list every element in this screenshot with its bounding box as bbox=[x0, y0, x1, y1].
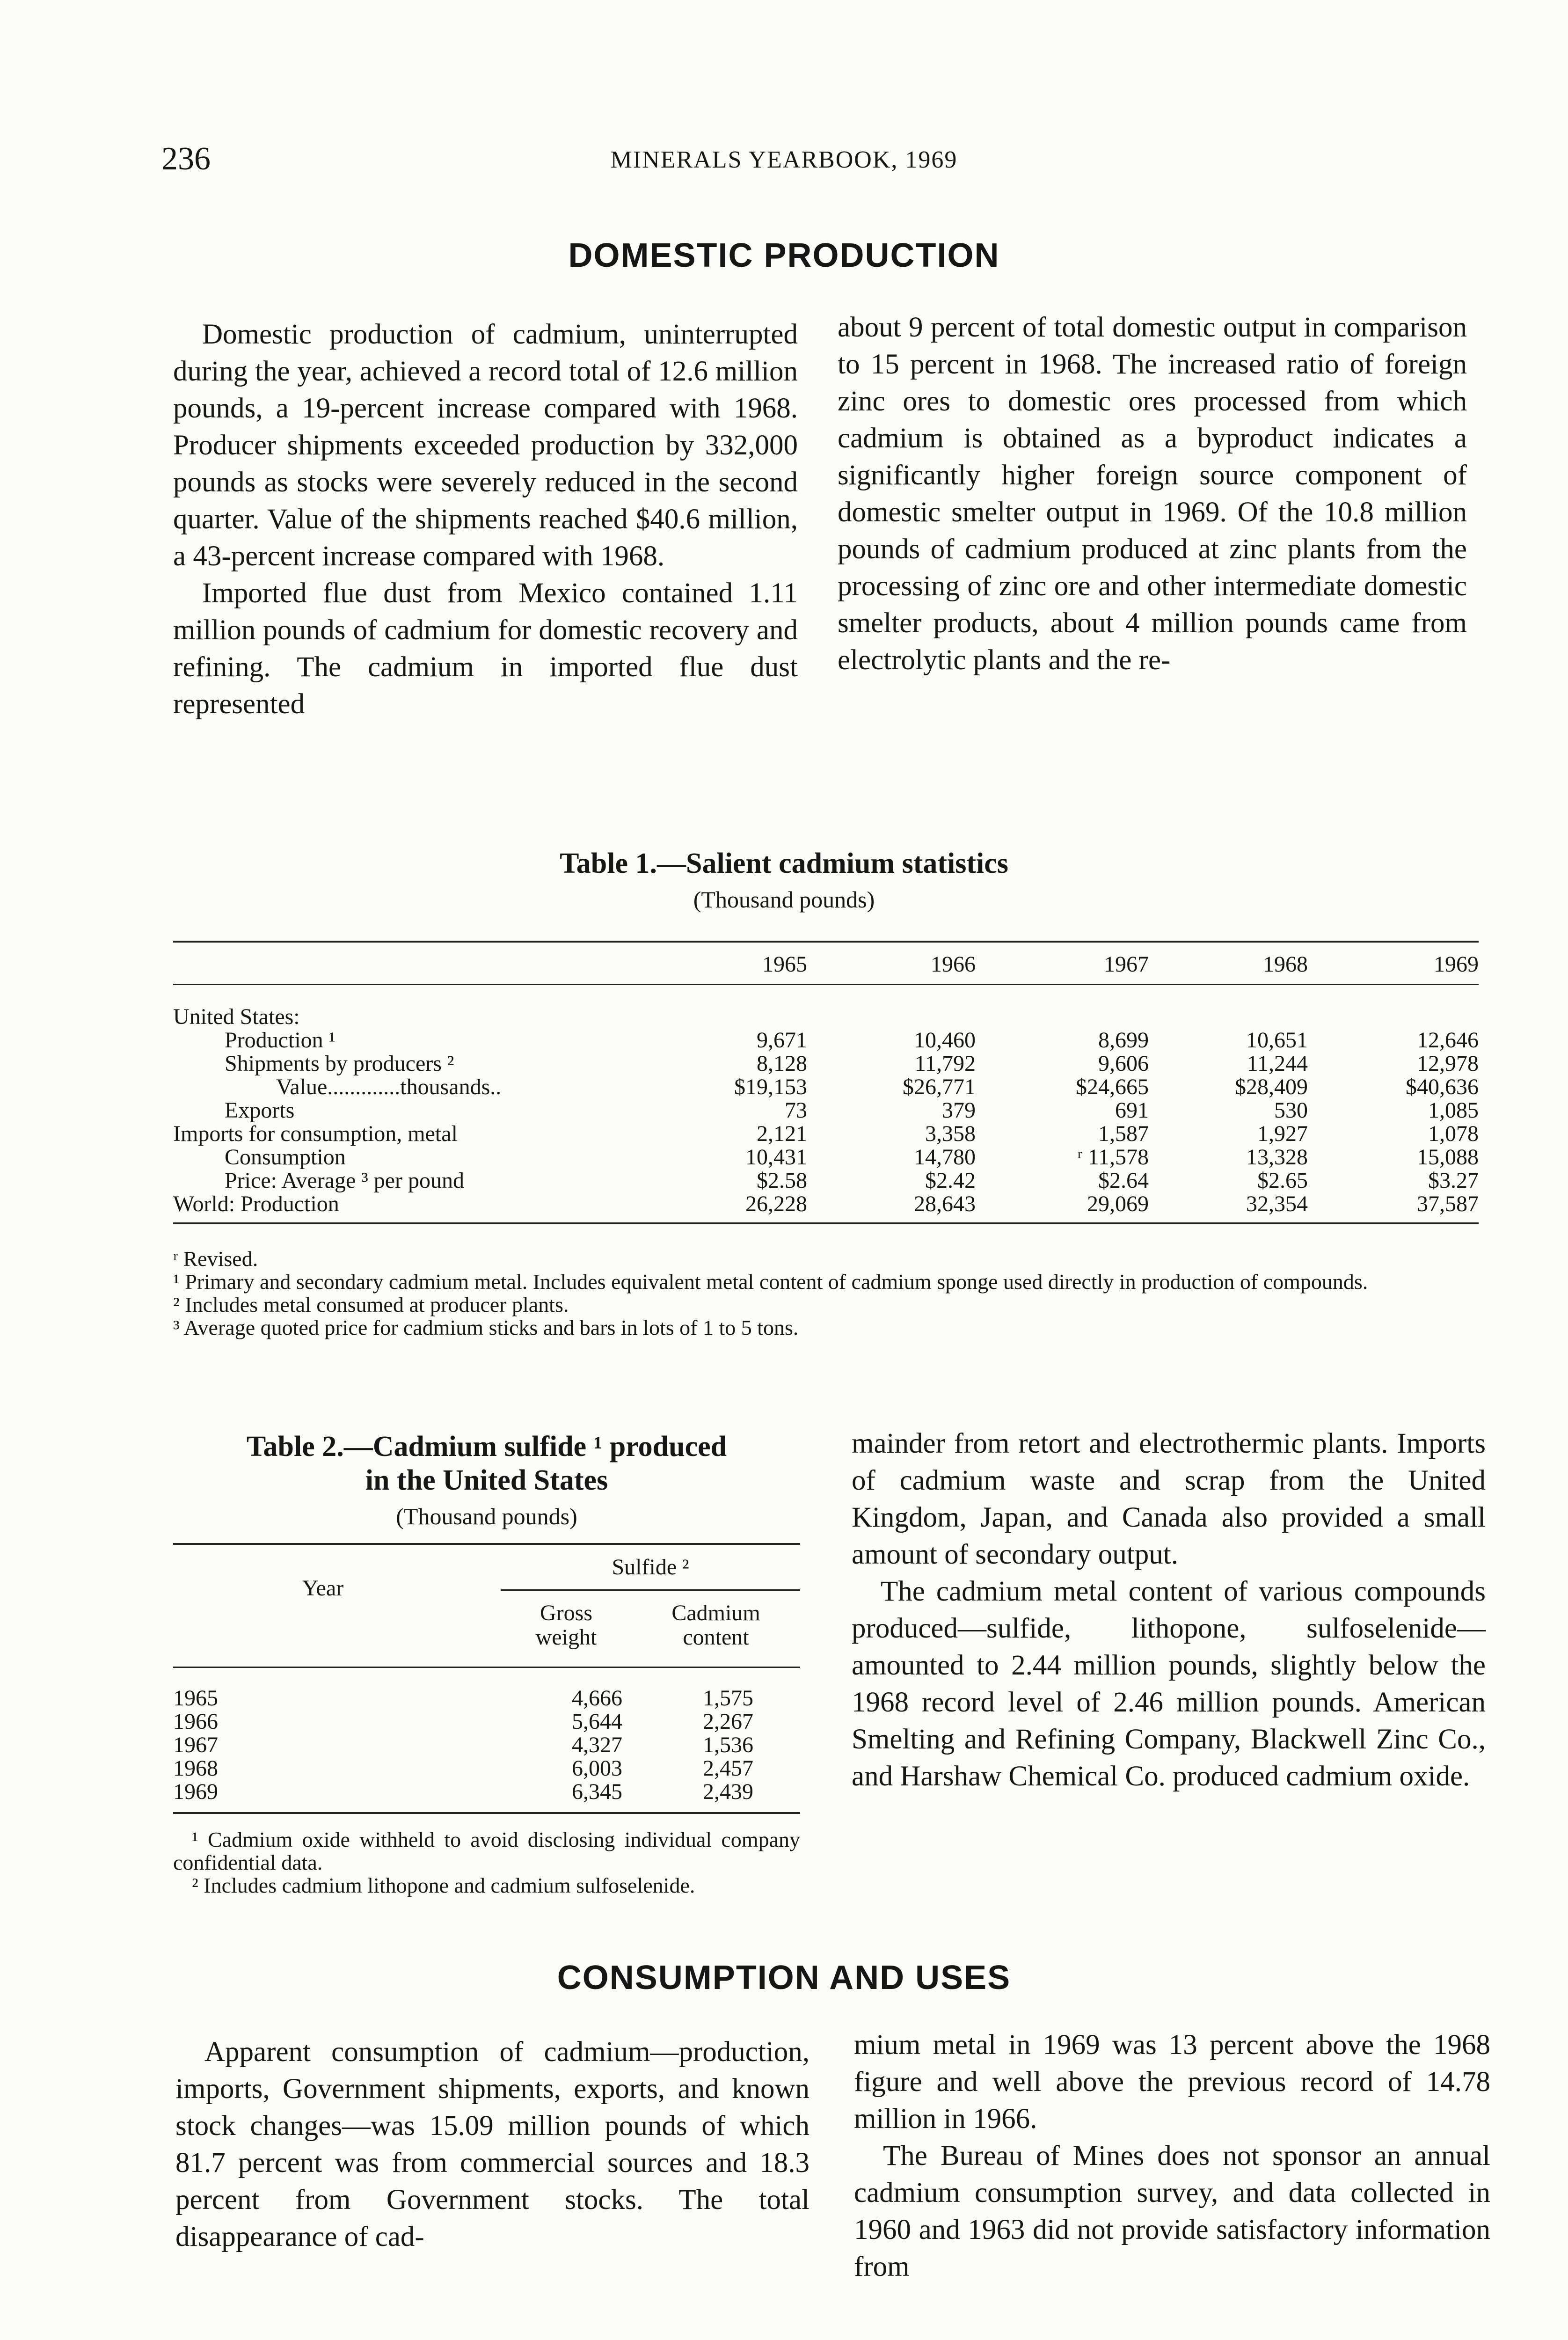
table2-gross: 5,644 bbox=[572, 1709, 622, 1734]
table1-cell: $28,409 bbox=[1235, 1074, 1308, 1099]
table2-grid bbox=[173, 1687, 800, 1804]
domestic-left-column bbox=[173, 316, 798, 723]
table2-cadmium: 2,267 bbox=[703, 1709, 753, 1734]
table1-cell: ʳ 11,578 bbox=[1077, 1144, 1149, 1170]
table2-cadmium: 1,575 bbox=[703, 1686, 753, 1711]
table1-header-row bbox=[173, 943, 1479, 985]
table2-subtitle: (Thousand pounds) bbox=[396, 1503, 577, 1529]
table-row bbox=[173, 1029, 1479, 1052]
table1-footnote: ʳ Revised. bbox=[173, 1247, 258, 1271]
table2-col-year: Year bbox=[302, 1576, 344, 1601]
table1-cell bbox=[807, 1005, 976, 1029]
table1-row-label: Value.............thousands.. bbox=[276, 1074, 502, 1099]
table1-year-header: 1966 bbox=[931, 952, 976, 977]
table1-cell: 1,927 bbox=[1257, 1121, 1308, 1146]
table2-header-rule bbox=[173, 1667, 800, 1668]
table1-row-label: Shipments by producers ² bbox=[225, 1051, 454, 1076]
table-row bbox=[173, 1122, 1479, 1146]
table-row bbox=[173, 1075, 1479, 1099]
table1-year-header: 1969 bbox=[1434, 952, 1479, 977]
table1-cell: 1,587 bbox=[1098, 1121, 1149, 1146]
consumption-heading: CONSUMPTION AND USES bbox=[557, 1959, 1011, 1996]
table2-bottom-rule bbox=[173, 1812, 800, 1814]
table1-footnote: ³ Average quoted price for cadmium sticks and bars in lots of 1 to 5 tons. bbox=[173, 1316, 799, 1339]
table1-row-label: Price: Average ³ per pound bbox=[225, 1168, 464, 1193]
domestic-left-paragraph-1: Domestic production of cadmium, uninterrupted during the year, achieved a record total of 12.6 million pounds, a 19-percent increase compared with 1968. Producer shipments exceeded production by 332,000 pounds as stocks were severely reduced in the second quarter. Value of the shipments reached $40.6 million, a 43-percent increase compared with 1968. bbox=[173, 319, 798, 572]
table2-year: 1966 bbox=[173, 1709, 218, 1734]
table1-cell: 37,587 bbox=[1417, 1191, 1479, 1216]
table1-title: Table 1.—Salient cadmium statistics bbox=[560, 848, 1008, 879]
table1-cell: 29,069 bbox=[1087, 1191, 1149, 1216]
table1-cell bbox=[1308, 1005, 1479, 1029]
table1-cell: 9,606 bbox=[1098, 1051, 1149, 1076]
table2-cadmium: 1,536 bbox=[703, 1733, 753, 1757]
table1-cell: 2,121 bbox=[757, 1121, 807, 1146]
table1-cell: 10,431 bbox=[745, 1144, 807, 1170]
table1-footnote: ² Includes metal consumed at producer plants. bbox=[173, 1293, 569, 1316]
table1-cell: 1,078 bbox=[1428, 1121, 1479, 1146]
table1-cell bbox=[976, 1005, 1149, 1029]
table1-cell: 28,643 bbox=[914, 1191, 976, 1216]
table1-cell: 1,085 bbox=[1428, 1097, 1479, 1123]
table-row bbox=[173, 1780, 800, 1804]
table2-group-rule bbox=[501, 1589, 800, 1591]
table1-cell: 8,699 bbox=[1098, 1027, 1149, 1053]
table1-cell: $40,636 bbox=[1406, 1074, 1479, 1099]
mid-right-paragraph-2: The cadmium metal content of various compounds produced—sulfide, lithopone, sulfoselenide—amounted to 2.44 million pounds, slightly below the 1968 record level of 2.46 million pounds. American Smelting and Refining Company, Blackwell Zinc Co., and Harshaw Chemical Co. produced cadmium oxide. bbox=[852, 1576, 1486, 1792]
table1-year-header: 1965 bbox=[762, 952, 807, 977]
running-header: MINERALS YEARBOOK, 1969 bbox=[610, 146, 958, 173]
table1-cell: $2.65 bbox=[1257, 1168, 1308, 1193]
table-row bbox=[173, 1169, 1479, 1192]
table1-grid bbox=[173, 943, 1479, 1216]
table2-title-line2: in the United States bbox=[365, 1464, 608, 1496]
table2-header bbox=[173, 1545, 800, 1667]
table1-cell bbox=[1149, 1005, 1308, 1029]
table2-gross: 6,345 bbox=[572, 1779, 622, 1804]
table1-row-label: United States: bbox=[173, 1004, 300, 1029]
table2-gross: 6,003 bbox=[572, 1756, 622, 1781]
table-row bbox=[173, 1687, 800, 1710]
table1-cell: 379 bbox=[942, 1097, 976, 1123]
table2-title-line1: Table 2.—Cadmium sulfide ¹ produced bbox=[246, 1431, 727, 1462]
table1-cell: 530 bbox=[1274, 1097, 1308, 1123]
table1-year-header: 1967 bbox=[1104, 952, 1149, 977]
table2-cadmium: 2,457 bbox=[703, 1756, 753, 1781]
table1-cell: 12,978 bbox=[1417, 1051, 1479, 1076]
table1-row-label: Consumption bbox=[225, 1144, 346, 1170]
table2-gross: 4,327 bbox=[572, 1733, 622, 1757]
page-number: 236 bbox=[161, 141, 211, 177]
table1-cell: 10,651 bbox=[1246, 1027, 1308, 1053]
table1-year-header: 1968 bbox=[1263, 952, 1308, 977]
table1-cell: 11,792 bbox=[914, 1051, 976, 1076]
consumption-right-column bbox=[854, 2026, 1490, 2285]
table1-cell: $26,771 bbox=[903, 1074, 976, 1099]
table1-cell bbox=[667, 1005, 807, 1029]
table-row bbox=[173, 1710, 800, 1733]
table2-col-group: Sulfide ² bbox=[612, 1555, 689, 1580]
table1-row-label: Exports bbox=[225, 1097, 295, 1123]
table1-cell: 14,780 bbox=[914, 1144, 976, 1170]
consumption-left-column bbox=[175, 2033, 810, 2255]
table1-cell: $3.27 bbox=[1428, 1168, 1479, 1193]
mid-right-paragraph-1: mainder from retort and electrothermic plants. Imports of cadmium waste and scrap from the United Kingdom, Japan, and Canada also provided a small amount of secondary output. bbox=[852, 1428, 1486, 1570]
table2-footnote: ¹ Cadmium oxide withheld to avoid disclosing individual company confidential data. bbox=[173, 1828, 800, 1874]
table1-row-label: World: Production bbox=[173, 1191, 339, 1216]
domestic-left-paragraph-2: Imported flue dust from Mexico contained 1.11 million pounds of cadmium for domestic recovery and refining. The cadmium in imported flue dust represented bbox=[173, 578, 798, 720]
table-row bbox=[173, 1005, 1479, 1029]
table2-title bbox=[173, 1430, 800, 1497]
table1-cell: 26,228 bbox=[745, 1191, 807, 1216]
domestic-right-paragraph-1: about 9 percent of total domestic output in comparison to 15 percent in 1968. The increased ratio of foreign zinc ores to domestic ores processed from which cadmium is obtained as a byproduct indicates a significantly higher foreign source component of domestic smelter output in 1969. Of the 10.8 million pounds of cadmium produced at zinc plants from the processing of zinc ore and other intermediate domestic smelter products, about 4 million pounds came from electrolytic plants and the re- bbox=[838, 312, 1467, 676]
table1-cell: $2.64 bbox=[1098, 1168, 1149, 1193]
mid-right-column bbox=[852, 1425, 1486, 1795]
table2-footnote: ² Includes cadmium lithopone and cadmium sulfoselenide. bbox=[192, 1873, 695, 1897]
table1-subtitle: (Thousand pounds) bbox=[693, 886, 875, 913]
table1-cell: 73 bbox=[785, 1097, 807, 1123]
table2-year: 1967 bbox=[173, 1733, 218, 1757]
table1-bottom-rule bbox=[173, 1222, 1479, 1224]
table-row bbox=[173, 1733, 800, 1757]
table2-year: 1965 bbox=[173, 1686, 218, 1711]
table1-cell: 12,646 bbox=[1417, 1027, 1479, 1053]
table-row bbox=[173, 1757, 800, 1780]
table-row bbox=[173, 1146, 1479, 1169]
table2-col-gross: Gross weight bbox=[535, 1601, 597, 1650]
table2 bbox=[173, 1430, 800, 1897]
table1-cell: 691 bbox=[1115, 1097, 1149, 1123]
table1-cell: $2.58 bbox=[757, 1168, 807, 1193]
table2-col-cadmium: Cadmium content bbox=[671, 1601, 760, 1650]
table1-cell: 15,088 bbox=[1417, 1144, 1479, 1170]
table1-cell: 8,128 bbox=[757, 1051, 807, 1076]
table2-year: 1968 bbox=[173, 1756, 218, 1781]
table1-cell: $24,665 bbox=[1076, 1074, 1149, 1099]
table1-footnote: ¹ Primary and secondary cadmium metal. Includes equivalent metal content of cadmium sponge used directly in production of compounds. bbox=[173, 1270, 1368, 1294]
table1-footnotes bbox=[173, 1247, 1479, 1339]
table1-header-blank bbox=[173, 943, 667, 985]
table1-cell: $2.42 bbox=[925, 1168, 976, 1193]
table1-cell: 11,244 bbox=[1247, 1051, 1308, 1076]
consumption-left-paragraph-1: Apparent consumption of cadmium—production, imports, Government shipments, exports, and known stock changes—was 15.09 million pounds of which 81.7 percent was from commercial sources and 18.3 percent from Government stocks. The total disappearance of cad- bbox=[175, 2036, 810, 2252]
table1-cell: $19,153 bbox=[734, 1074, 807, 1099]
table2-gross: 4,666 bbox=[572, 1686, 622, 1711]
table1-cell: 13,328 bbox=[1246, 1144, 1308, 1170]
table-row bbox=[173, 1052, 1479, 1075]
table-row bbox=[173, 1192, 1479, 1216]
table2-footnotes bbox=[173, 1828, 800, 1897]
table1-cell: 9,671 bbox=[757, 1027, 807, 1053]
domestic-production-heading: DOMESTIC PRODUCTION bbox=[568, 237, 1000, 274]
table1 bbox=[173, 941, 1479, 1224]
table2-cadmium: 2,439 bbox=[703, 1779, 753, 1804]
domestic-right-column bbox=[838, 309, 1467, 679]
table2-year: 1969 bbox=[173, 1779, 218, 1804]
table1-cell: 32,354 bbox=[1246, 1191, 1308, 1216]
table1-row-label: Production ¹ bbox=[225, 1027, 336, 1053]
table1-row-label: Imports for consumption, metal bbox=[173, 1121, 458, 1146]
consumption-right-paragraph-1: mium metal in 1969 was 13 percent above the 1968 figure and well above the previous record of 14.78 million in 1966. bbox=[854, 2029, 1490, 2135]
table1-cell: 3,358 bbox=[925, 1121, 976, 1146]
consumption-right-paragraph-2: The Bureau of Mines does not sponsor an annual cadmium consumption survey, and data collected in 1960 and 1963 did not provide satisfactory information from bbox=[854, 2140, 1490, 2282]
table1-cell: 10,460 bbox=[914, 1027, 976, 1053]
table-row bbox=[173, 1099, 1479, 1122]
